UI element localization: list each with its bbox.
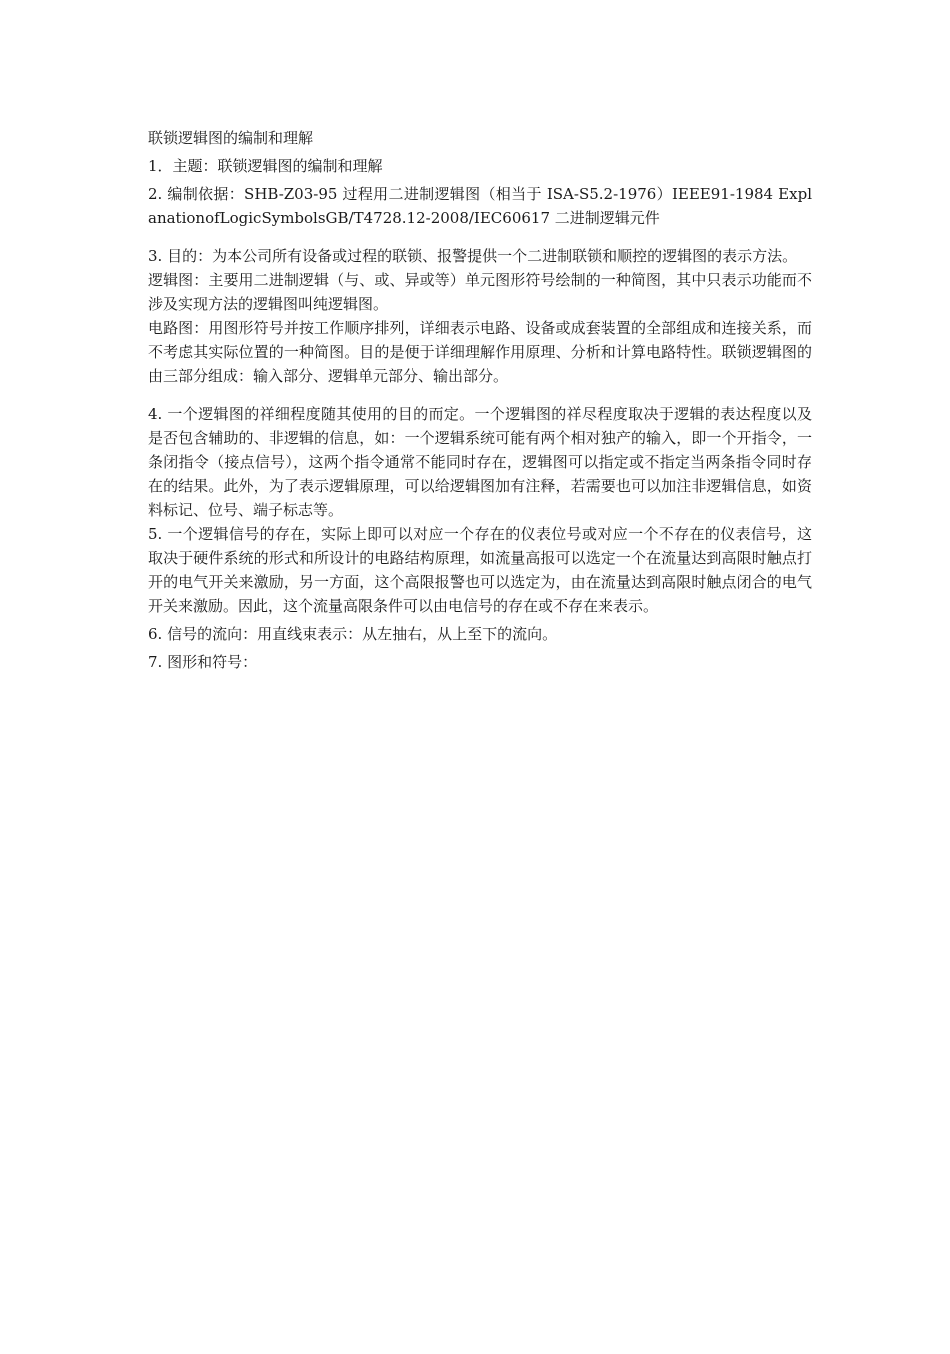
- paragraph-1-subject: 1．主题：联锁逻辑图的编制和理解: [148, 157, 383, 175]
- paragraph-4-detail-level: 4. 一个逻辑图的祥细程度随其使用的目的而定。一个逻辑图的祥尽程度取决于逻辑的表达程度以及是否包含辅助的、非逻辑的信息，如：一个逻辑系统可能有两个相对独产的输入，即一个开指令，一条闭指令（接点信号），这两个指令通常不能同时存在，逻辑图可以指定或不指定当两条指令同时存在的结果。此外，为了表示逻辑原理，可以给逻辑图加有注释，若需要也可以加注非逻辑信息，如资料标记、位号、端子标志等。: [148, 405, 812, 519]
- paragraph-2-basis: 2. 编制依据：SHB-Z03-95 过程用二进制逻辑图（相当于 ISA-S5.2-1976）IEEE91-1984 ExplanationofLogicSymbolsGB/T4728.12-2008/IEC60617 二进制逻辑元件: [148, 185, 812, 227]
- paragraph-logic-diagram-definition: 逻辑图：主要用二进制逻辑（与、或、异或等）单元图形符号绘制的一种简图，其中只表示功能而不涉及实现方法的逻辑图叫纯逻辑图。: [148, 271, 812, 313]
- paragraph-5-logic-signal: 5. 一个逻辑信号的存在，实际上即可以对应一个存在的仪表位号或对应一个不存在的仪表信号，这取决于硬件系统的形式和所设计的电路结构原理，如流量高报可以选定一个在流量达到高限时触点打开的电气开关来激励，另一方面，这个高限报警也可以选定为，由在流量达到高限时触点闭合的电气开关来激励。因此，这个流量高限条件可以由电信号的存在或不存在来表示。: [148, 525, 812, 615]
- paragraph-circuit-diagram-definition: 电路图：用图形符号并按工作顺序排列，详细表示电路、设备或成套装置的全部组成和连接关系，而不考虑其实际位置的一种简图。目的是便于详细理解作用原理、分析和计算电路特性。联锁逻辑图的由三部分组成：输入部分、逻辑单元部分、输出部分。: [148, 319, 812, 385]
- document-body: [148, 126, 812, 674]
- paragraph-6-signal-flow: 6. 信号的流向：用直线束表示：从左抽右，从上至下的流向。: [148, 625, 558, 643]
- paragraph-3-purpose: 3. 目的：为本公司所有设备或过程的联锁、报警提供一个二进制联锁和顺控的逻辑图的表示方法。: [148, 247, 798, 265]
- document-title: 联锁逻辑图的编制和理解: [148, 129, 314, 147]
- paragraph-7-graphics-symbols: 7. 图形和符号：: [148, 653, 258, 671]
